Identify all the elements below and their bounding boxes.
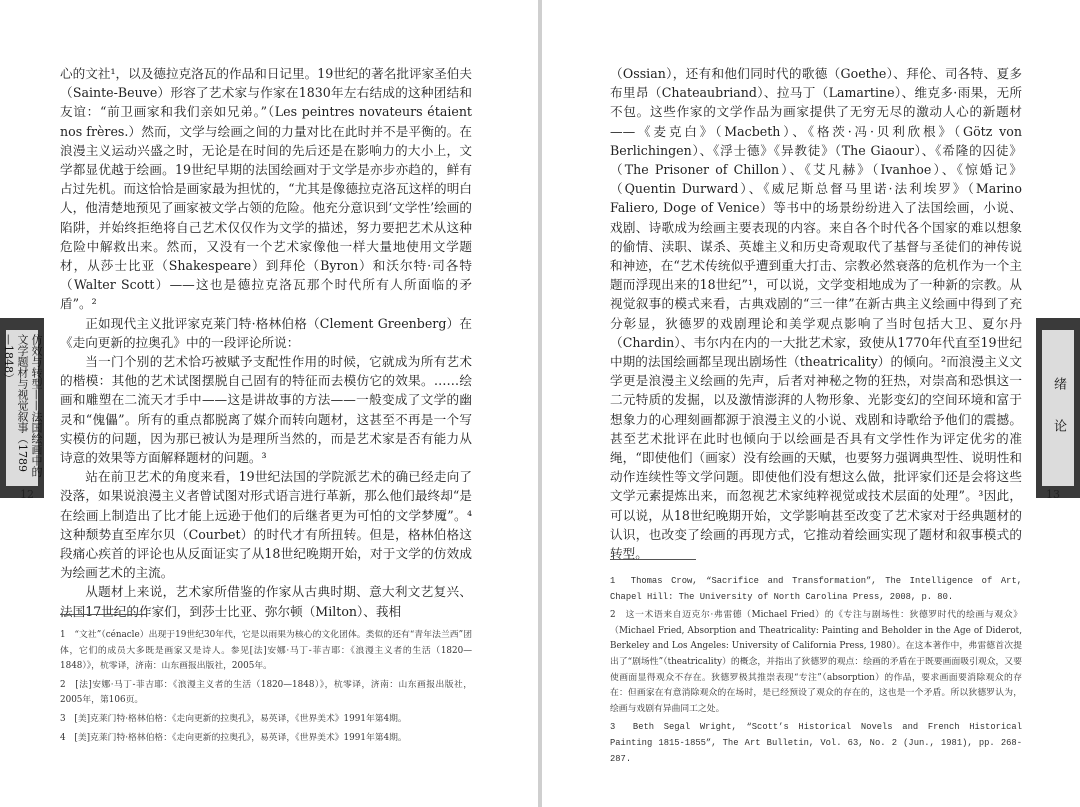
left-footnotes [60,628,472,749]
left-page [0,0,538,807]
left-footnote-rule [60,614,146,615]
left-paragraph-3: 站在前卫艺术的角度来看，19世纪法国的学院派艺术的确已经走向了没落，如果说浪漫主义者曾试图对形式语言进行革新，那么他们最终却“是在绘画上制造出了比才能上远逊于他们的后继者更为可怕的文学梦魇”。⁴这种颓势直至库尔贝（Courbet）的时代才有所扭转。但是，格林伯格这段痛心疾首的评论也从反面证实了从18世纪晚期开始，对于文学的仿效成为绘画艺术的主流。 [60,469,472,581]
right-page [542,0,1080,807]
left-footnote-4: 4 [美]克莱门特·格林伯格：《走向更新的拉奥孔》，易英译，《世界美术》1991年第4期。 [60,732,407,743]
left-side-tab [0,318,44,498]
right-side-tab [1036,318,1080,498]
left-paragraph-2: 正如现代主义批评家克莱门特·格林伯格（Clement Greenberg）在《走向更新的拉奥孔》中的一段评论所说： [60,315,472,350]
left-footnote-2: 2 [法]安娜·马丁-菲吉耶：《浪漫主义者的生活（1820—1848）》，杭零译，济南：山东画报出版社，2005年，第106页。 [60,679,472,706]
right-footnote-2: 2 这一术语来自迈克尔·弗雷德（Michael Fried）的《专注与剧场性：狄德罗时代的绘画与观众》（Michael Fried, Absorption and Theatricality: Painting and Beholder in the Age of Diderot, Berkeley and Los Angeles: University of California Press, 1980）。在这本著作中，弗雷德首次提出了“剧场性”（theatricality）的概念，并指出了狄德罗的观点：绘画的矛盾在于既要画面吸引观众，又要使画面显得观众不存在。狄德罗极其推崇表现“专注”（absorption）的作品，要求画面要消除观众的存在：但画家在有意消除观众的在场时，是已经预设了观众的存在的，这也是一个矛盾。所以狄德罗认为，绘画与戏剧有异曲同工之处。 [610,610,1022,714]
right-footnotes [610,574,1022,770]
left-footnote-1: 1 “文社”（cénacle）出现于19世纪30年代，它是以雨果为核心的文化团体。类似的还有“青年法兰西”团体，它们的成员大多既是画家又是诗人。参见[法]安娜·马丁-菲吉耶：《浪漫主义者的生活（1820—1848）》，杭零译，济南：山东画报出版社，2005年。 [60,630,472,672]
right-footnote-1: 1 Thomas Crow, “Sacrifice and Transformation”, The Intelligence of Art, Chapel Hill: The University of North Carolina Press, 2008, p. 80. [610,576,1022,602]
left-block-quote: 当一门个别的艺术恰巧被赋予支配性作用的时候，它就成为所有艺术的楷模：其他的艺术试图摆脱自己固有的特征而去模仿它的效果。……绘画和雕塑在二流天才手中——这是讲故事的方法——一般变成了文学的幽灵和“傀儡”。所有的重点都脱离了媒介而转向题材，这甚至不再是一个写实模仿的问题，因为那已被认为是理所当然的，而是艺术家是否有能力从诗意的效果等方面解释题材的问题。³ [60,354,472,466]
right-body-text [610,64,1022,563]
left-footnote-3: 3 [美]克莱门特·格林伯格：《走向更新的拉奥孔》，易英译，《世界美术》1991年第4期。 [60,713,407,724]
right-page-number: 13 [1046,488,1060,501]
left-side-tab-label: 仿效与转型——法国绘画中的文学题材与视觉叙事（1789—1848） [2,334,43,477]
right-side-tab-label: 绪 论 [1051,376,1066,440]
left-page-number: 12 [20,488,34,501]
right-footnote-rule [610,559,696,560]
right-footnote-3: 3 Beth Segal Wright, “Scott’s Historical Novels and French Historical Painting 1815-1855”, The Art Bulletin, Vol. 63, No. 2 (Jun., 1981), pp. 268-287. [610,722,1022,764]
left-paragraph-1: 心的文社¹，以及德拉克洛瓦的作品和日记里。19世纪的著名批评家圣伯夫（Sainte-Beuve）形容了艺术家与作家在1830年左右结成的这种团结和友谊：“前卫画家和我们亲如兄弟。”（Les peintres novateurs étaient nos frères.）然而，文学与绘画之间的力量对比在此时并不是平衡的。在浪漫主义运动兴盛之时，无论是在时间的先后还是在影响力的大小上，文学都显优越于绘画。19世纪早期的法国绘画对于文学是亦步亦趋的，鲜有占过先机。而这恰恰是画家最为担忧的，“尤其是像德拉克洛瓦这样的明白人，他清楚地预见了画家被文学占领的危险。他充分意识到‘文学性’绘画的陷阱，并始终拒绝将自己艺术仅仅作为文学的描述，努力要把艺术从这种危险中解救出来。然而，又没有一个艺术家像他一样大量地使用文学题材，从莎士比亚（Shakespeare）到拜伦（Byron）和沃尔特·司各特（Walter Scott）——这也是德拉克洛瓦那个时代所有人所面临的矛盾”。² [60,66,472,312]
right-paragraph-1: （Ossian），还有和他们同时代的歌德（Goethe）、拜伦、司各特、夏多布里昂（Chateaubriand）、拉马丁（Lamartine）、维克多·雨果，无所不包。这些作家的文学作品为画家提供了无穷无尽的激动人心的新题材——《麦克白》（Macbeth）、《格茨·冯·贝利欣根》（Götz von Berlichingen）、《浮士德》《异教徒》（The Giaour）、《希隆的囚徒》（The Prisoner of Chillon）、《艾凡赫》（Ivanhoe）、《惊婚记》（Quentin Durward）、《威尼斯总督马里诺·法利埃罗》（Marino Faliero, Doge of Venice）等书中的场景纷纷进入了法国绘画，小说、戏剧、诗歌成为绘画主要表现的内容。来自各个时代各个国家的难以想象的偷情、渎职、谋杀、英雄主义和历史奇观取代了基督与圣徒们的神传说和神迹，在“艺术传统似乎遭到重大打击、宗教必然衰落的危机作为一个主题而浮现出来的18世纪”¹，可以说，文学变相地成为了一种新的宗教。从视觉叙事的模式来看，古典戏剧的“三一律”在新古典主义绘画中得到了充分彰显，狄德罗的戏剧理论和美学观点影响了当时包括大卫、夏尔丹（Chardin）、韦尔内在内的一大批艺术家，致使从1770年代直至19世纪中期的法国绘画都呈现出剧场性（theatricality）的倾向。²而浪漫主义文学更是浪漫主义绘画的先声，后者对神秘之物的狂热，对崇高和恐惧这一二元特质的发掘，以及激情澎湃的人物形象、光影变幻的空间环境和富于想象力的心理刻画都源于浪漫主义的小说、戏剧和诗歌给予他们的震撼。甚至艺术批评在此时也倾向于以绘画是否具有文学性作为评定优劣的准绳，“即使他们（画家）没有绘画的天赋，也要努力强调典型性、说明性和动作连续性等文学问题。即使他们没有想这么做，批评家们还是会将这些文学元素提炼出来，而忽视艺术家纯粹视觉或技术层面的处理”。³因此，可以说，从18世纪晚期开始，文学影响甚至改变了艺术家对于经典题材的认识，也改变了绘画的再现方式，它推动着绘画实现了题材和叙事模式的转型。 [610,66,1022,562]
left-body-text [60,64,472,621]
left-paragraph-4: 从题材上来说，艺术家所借鉴的作家从古典时期、意大利文艺复兴、法国17世纪的作家们，到莎士比亚、弥尔顿（Milton）、莪相 [60,584,472,619]
